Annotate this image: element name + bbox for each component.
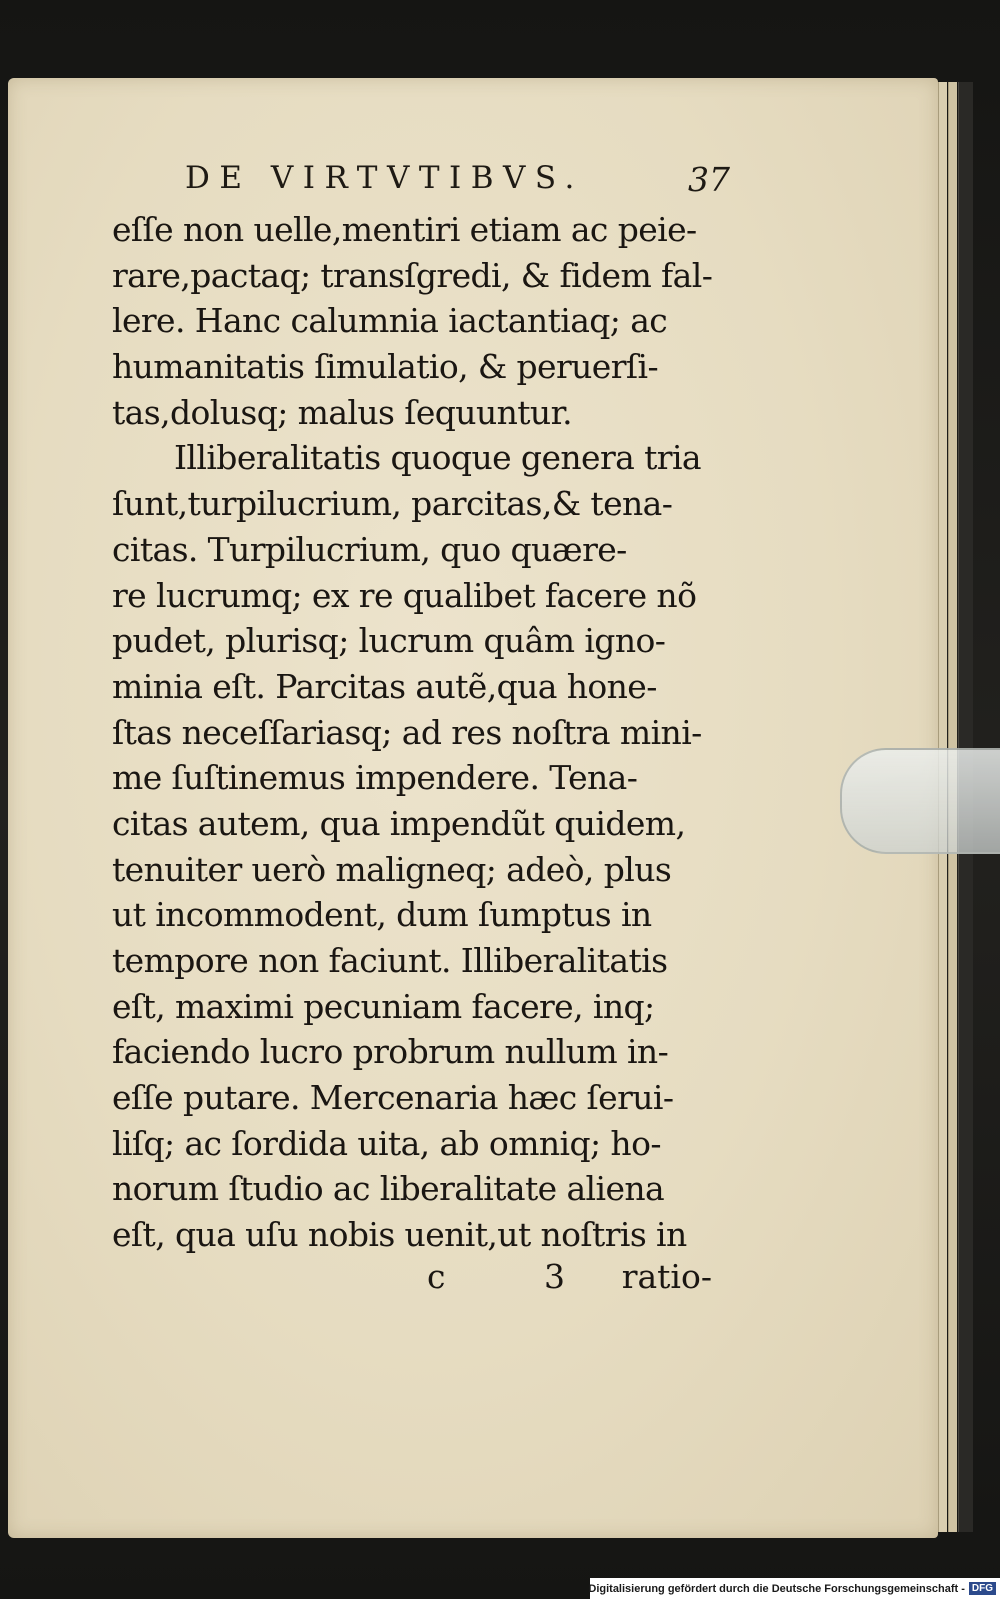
text-line: citas autem, qua impendũt quidem,	[112, 803, 686, 843]
text-line: tenuiter uerò maligneq; adeò, plus	[112, 849, 672, 889]
bookmark-clip	[840, 748, 1000, 854]
text-line: tas,dolusq; malus ſequuntur.	[112, 392, 573, 432]
page-footer	[112, 1257, 712, 1305]
text-line: eſſe putare. Mercenaria hæc ſerui-	[112, 1078, 674, 1118]
body-text	[112, 207, 752, 1258]
text-line: faciendo lucro probrum nullum in-	[112, 1032, 669, 1072]
text-line: re lucrumq; ex re qualibet facere nõ	[112, 575, 697, 615]
page-header	[185, 160, 730, 204]
text-line: pudet, plurisq; lucrum quâm igno-	[112, 621, 666, 661]
text-line: ut incommodent, dum ſumptus in	[112, 895, 652, 935]
text-line: eſſe non uelle,mentiri etiam ac peie-	[112, 210, 697, 249]
text-line: eſt, qua uſu nobis uenit,ut noſtris in	[112, 1215, 687, 1255]
text-line: ſtas neceſſariasq; ad res noſtra mini-	[112, 712, 702, 752]
catchword: ratio-	[621, 1257, 712, 1296]
text-line: Illiberalitatis quoque genera tria	[174, 438, 701, 478]
text-line: me ſuſtinemus impendere. Tena-	[112, 758, 638, 798]
credit-text: Digitalisierung gefördert durch die Deutsche Forschungsgemeinschaft -	[588, 1582, 965, 1595]
running-head: DE VIRTVTIBVS.	[185, 160, 584, 196]
text-line: tempore non faciunt. Illiberalitatis	[112, 941, 668, 980]
page-number: 37	[688, 160, 730, 199]
credit-bar	[590, 1578, 1000, 1599]
dfg-logo: DFG	[969, 1582, 996, 1595]
text-line: minia eſt. Parcitas autẽ,qua hone-	[112, 666, 657, 706]
text-line: humanitatis ſimulatio, & peruerſi-	[112, 347, 659, 387]
text-line: liſq; ac ſordida uita, ab omniq; ho-	[112, 1123, 661, 1163]
text-line: ſunt,turpilucrium, parcitas,& tena-	[112, 484, 673, 524]
text-line: lere. Hanc calumnia iactantiaq; ac	[112, 301, 668, 341]
signature-mark: c 3	[427, 1257, 609, 1296]
text-line: rare,pactaq; transſgredi, & fidem fal-	[112, 255, 713, 295]
text-line: citas. Turpilucrium, quo quære-	[112, 529, 627, 569]
text-line: eſt, maximi pecuniam facere, inq;	[112, 986, 655, 1026]
text-line: norum ſtudio ac liberalitate aliena	[112, 1169, 665, 1209]
